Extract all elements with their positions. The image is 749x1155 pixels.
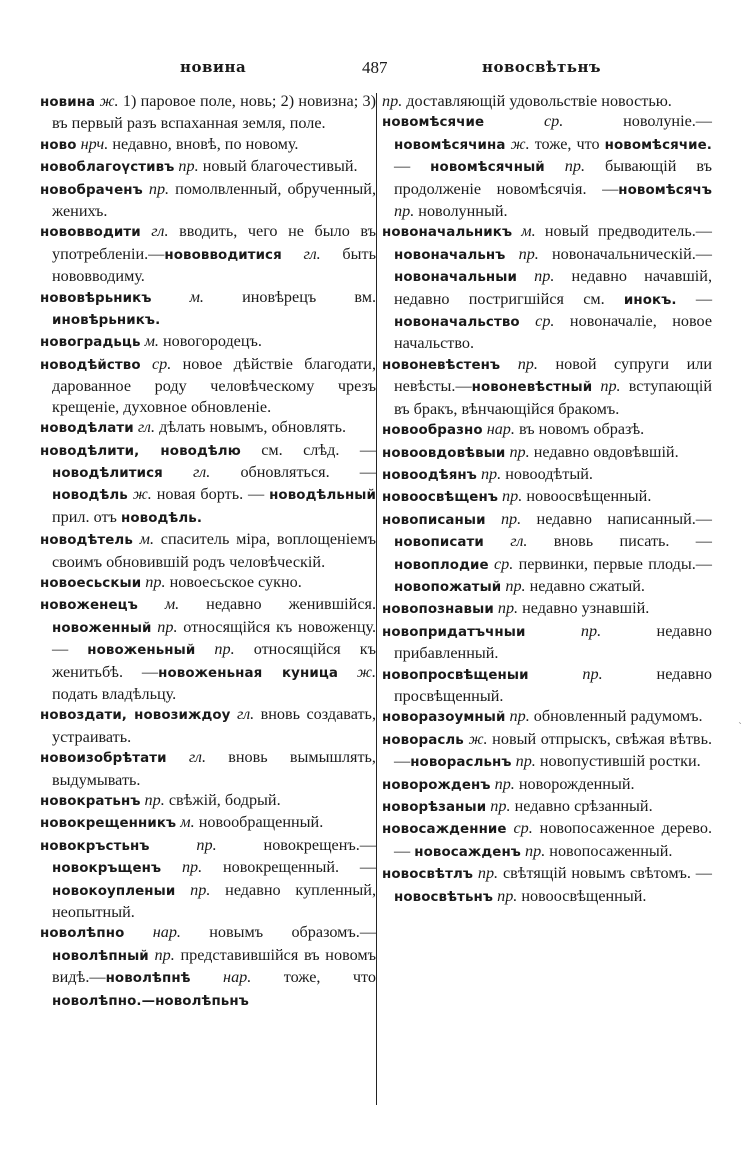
grammar-label: пр. [592, 377, 621, 396]
dictionary-entry [382, 729, 712, 774]
grammar-label: пр. [498, 487, 523, 506]
headword: новокръщенъ [52, 861, 162, 877]
grammar-label: гл. [166, 748, 207, 767]
grammar-label: ср. [519, 312, 555, 331]
headword: новомѣсячина [394, 137, 506, 153]
dictionary-entry [40, 529, 376, 572]
definition-text: новое дѣйствіе благодати, дарованное роду человѣческому чрезъ крещеніе, духовное обновленіе. [52, 354, 376, 416]
grammar-label: пр. [394, 202, 415, 221]
dictionary-entry [382, 442, 712, 464]
headword: новописати [394, 535, 484, 551]
headword: новоодѣянъ [382, 467, 477, 483]
grammar-label: м. [176, 813, 195, 832]
grammar-label: пр. [149, 835, 217, 854]
definition-text: недавно, вновѣ, по новому. [108, 134, 299, 153]
grammar-label: гл. [281, 244, 321, 263]
headword: новобраченъ [40, 182, 143, 198]
grammar-label: м. [132, 530, 155, 549]
grammar-label: пр. [520, 841, 546, 860]
grammar-label: пр. [485, 509, 522, 528]
dictionary-entry [382, 419, 712, 441]
definition-text: первинки, первые плоды.— [513, 554, 712, 573]
dictionary-entry [382, 621, 712, 664]
headword: новоесьскыи [40, 575, 142, 591]
definition-text: см. слѣд. — [240, 440, 377, 459]
definition-text: новогородецъ. [158, 332, 262, 351]
definition-text: свѣжій, бодрый. [164, 791, 281, 809]
headword: новоовдовѣвыи [382, 445, 506, 461]
headword: новодѣлати [40, 421, 134, 437]
definition-text: новый благочестивый. [198, 157, 358, 176]
definition-text: прил. отъ [52, 507, 121, 526]
grammar-label: м. [140, 332, 159, 351]
headword: новописаныи [382, 512, 486, 528]
headword: новолѣпно [40, 926, 125, 942]
headword: новодѣтель [40, 533, 133, 549]
grammar-label: пр. [493, 886, 518, 905]
headword: новомѣсячъ [618, 182, 712, 198]
grammar-label: ж. [463, 729, 488, 748]
definition-text: недавно просвѣщенный. [394, 664, 712, 705]
headword: новосвѣтьнъ [394, 889, 494, 905]
dictionary-entry [40, 747, 376, 790]
grammar-label: пр. [140, 791, 165, 809]
definition-text: тоже, что [251, 968, 376, 987]
grammar-label: пр. [501, 576, 526, 595]
headword: нововѣрьникъ [40, 290, 152, 306]
definition-text: недавно прибавленный. [394, 621, 712, 663]
grammar-label: пр. [148, 945, 175, 964]
definition-text: недавно написанный.— [521, 509, 712, 528]
dictionary-entry [40, 440, 376, 530]
headword: новопросвѣщеныи [382, 667, 529, 683]
headword: нововводити [40, 225, 141, 241]
dictionary-entry [382, 796, 712, 818]
dictionary-entry [40, 812, 376, 834]
definition-text: относящійся къ новоженцу. — [52, 617, 377, 659]
dictionary-entry [40, 790, 376, 812]
headword: новообразно [382, 423, 483, 439]
definition-text: вводить, чего не было въ употребленіи.— [52, 222, 376, 263]
definition-text: новый предводитель.— [535, 222, 712, 241]
headword: новоблагоүстивъ [40, 160, 175, 176]
definition-text: новообращенный. [194, 813, 324, 832]
grammar-label: ж. [95, 92, 119, 110]
grammar-label: ж. [337, 662, 376, 681]
definition-text: обновляться. — [210, 462, 376, 481]
headword: новосвѣтлъ [382, 867, 474, 883]
header-left-guideword: новина [180, 58, 247, 76]
headword: новорасльнъ [410, 755, 512, 771]
grammar-label: пр. [141, 572, 166, 591]
definition-text: новопосаженный. [545, 841, 673, 860]
headword: новосажденъ [414, 844, 521, 860]
definition-text: новой супруги или невѣсты.— [394, 354, 712, 396]
definition-text: новоодѣтый. [501, 464, 593, 483]
definition-text: бывающій въ продолженіе новомѣсячія. — [394, 157, 713, 198]
grammar-label: гл. [133, 418, 156, 437]
headword: иновѣрьникъ. [52, 313, 161, 329]
definition-text: вступающій въ бракъ, вѣнчающійся бракомъ. [394, 377, 712, 418]
grammar-label: пр. [516, 267, 555, 286]
headword: новоосвѣщенъ [382, 490, 498, 506]
dictionary-entry [382, 354, 712, 419]
grammar-label: ж. [505, 134, 530, 153]
definition-text: новопосаженное дерево. — [394, 819, 712, 860]
definition-text: новая борть. — [151, 485, 270, 504]
dictionary-entry [382, 464, 712, 486]
grammar-label: ж. [127, 485, 152, 504]
headword: новодѣльный [269, 488, 376, 504]
dictionary-entry [40, 287, 376, 332]
grammar-label: ср. [488, 554, 514, 573]
grammar-label: пр. [544, 157, 585, 176]
dictionary-entry [382, 111, 712, 221]
dictionary-entry [40, 134, 376, 156]
definition-text: недавно начавшій, недавно постригшійся см. [394, 267, 713, 308]
dictionary-entry [382, 818, 712, 863]
definition-text: новоначальническій.— [538, 244, 712, 263]
definition-text: вновь создавать, устраивать. [52, 705, 376, 746]
definition-text: тоже, что [529, 134, 605, 153]
definition-text: — [394, 157, 431, 176]
grammar-label: пр. [151, 617, 178, 636]
grammar-label: м. [137, 595, 180, 614]
definition-text: быть нововводиму. [52, 244, 376, 286]
dictionary-entry [382, 664, 712, 707]
definition-text: недавно женившійся. [179, 595, 376, 614]
headword: новодѣлити, новодѣлю [40, 443, 241, 459]
dictionary-entry [382, 486, 712, 508]
page-header [40, 58, 710, 84]
headword: новосажденние [382, 822, 507, 838]
left-column [40, 91, 376, 1012]
grammar-label: м. [512, 222, 536, 241]
definition-text: недавно узнавшій. [518, 599, 650, 618]
dictionary-entry [40, 354, 376, 417]
dictionary-entry [40, 922, 376, 1012]
definition-text: недавно срѣзанный. [510, 797, 653, 815]
grammar-label: пр. [142, 179, 170, 198]
grammar-label: пр. [476, 464, 502, 483]
definition-text: обновленный радумомъ. [529, 707, 703, 726]
headword: новодѣлитися [52, 465, 163, 481]
grammar-label: пр. [175, 880, 211, 899]
dictionary-entry [382, 863, 712, 908]
definition-text: новолунный. [414, 202, 508, 221]
headword: новоневѣстный [471, 380, 593, 396]
definition-text: въ новомъ образѣ. [514, 420, 645, 439]
headword: новоплодие [394, 557, 489, 573]
grammar-label: ср. [506, 819, 533, 838]
headword: новоначальныи [394, 270, 517, 286]
grammar-label: нар. [124, 923, 181, 942]
definition-text: новый отпрыскъ, свѣжая вѣтвь.— [394, 729, 712, 771]
headword: новоградьць [40, 335, 141, 351]
header-right-guideword: новосвѣтьнъ [482, 58, 601, 76]
dictionary-entry [382, 221, 712, 353]
definition-text: спаситель міра, воплощеніемъ своимъ обновившій родъ человѣческій. [52, 530, 376, 571]
headword: новолѣпно.—новолѣпьнъ [52, 993, 249, 1009]
headword: новокрещенникъ [40, 816, 177, 832]
definition-text: помолвленный, обрученный, женихъ. [52, 179, 377, 221]
definition-text: новопустившій ростки. [535, 752, 701, 771]
dictionary-entry [40, 91, 376, 134]
headword: новокоупленыи [52, 883, 176, 899]
headword: ново [40, 137, 77, 153]
headword: новократьнъ [40, 794, 141, 809]
headword: новоначальство [394, 315, 520, 331]
grammar-label: гл. [162, 462, 211, 481]
definition-text: новорожденный. [514, 774, 635, 793]
page-number: 487 [362, 58, 388, 77]
dictionary-entry [40, 704, 376, 747]
grammar-label: нар. [482, 420, 515, 439]
dictionary-entry [382, 91, 712, 111]
definition-text: новоначаліе, новое начальство. [394, 312, 713, 353]
dictionary-entry [40, 835, 376, 923]
headword: новодѣль. [120, 510, 203, 526]
grammar-label: пр. [500, 354, 538, 373]
headword: новоженьная куница [158, 665, 338, 681]
dictionary-entry [382, 706, 712, 728]
headword: новоневѣстенъ [382, 357, 501, 373]
grammar-label: пр. [382, 92, 403, 110]
grammar-label: гл. [140, 222, 169, 241]
headword: новоздати, новозиждоу [40, 708, 231, 724]
grammar-label: пр. [511, 752, 536, 771]
grammar-label: ср. [484, 112, 564, 131]
dictionary-entry [40, 417, 376, 439]
grammar-label: пр. [505, 442, 530, 461]
headword: новолѣпнѣ [105, 971, 191, 987]
grammar-label: нрч. [76, 134, 109, 153]
headword: новомѣсячие [382, 115, 485, 131]
definition-text: новоесьское сукно. [165, 572, 302, 591]
definition-text: свѣтящій новымъ свѣтомъ. — [498, 864, 712, 883]
right-column [382, 91, 712, 908]
headword: новоразоумный [382, 710, 506, 726]
headword: новопридатъчныи [382, 624, 526, 640]
headword: новоначальнъ [394, 247, 506, 263]
grammar-label: гл. [230, 705, 255, 724]
definition-text: вновь вымышлять, выдумывать. [52, 748, 376, 789]
definition-text: новокрещенъ.— [216, 835, 376, 854]
column-divider [376, 93, 377, 1105]
definition-text: новоосвѣщенный. [522, 487, 652, 506]
headword: новорѣзаныи [382, 800, 487, 815]
definition-text: иновѣрецъ вм. [203, 287, 376, 306]
grammar-label: нар. [190, 968, 252, 987]
headword: новорожденъ [382, 777, 491, 793]
headword: новокръстьнъ [40, 838, 150, 854]
grammar-label: пр. [505, 707, 530, 726]
headword: новомѣсячный [430, 160, 545, 176]
grammar-label: пр. [490, 774, 515, 793]
grammar-label: пр. [505, 244, 539, 263]
headword: новопожатый [394, 579, 502, 595]
grammar-label: пр. [473, 864, 499, 883]
dictionary-entry [382, 509, 712, 599]
definition-text: новокрещенный. — [202, 858, 377, 877]
definition-text: новымъ образомъ.— [180, 923, 377, 942]
headword: новина [40, 95, 96, 110]
grammar-label: пр. [525, 621, 602, 640]
definition-text: представившійся въ новомъ видѣ.— [52, 945, 376, 987]
definition-text: — [676, 289, 712, 308]
definition-text: подать владѣльцу. [52, 684, 177, 703]
headword: инокъ. [623, 292, 677, 308]
definition-text: 1) паровое поле, новь; 2) новизна; 3) въ первый разъ вспаханная земля, поле. [52, 92, 376, 133]
headword: новоначальникъ [382, 225, 513, 241]
margin-mark: ` [738, 722, 743, 733]
dictionary-entry [382, 598, 712, 620]
definition-text: относящійся къ женитьбѣ. — [52, 640, 377, 681]
definition-text: дѣлать новымъ, обновлять. [155, 418, 346, 437]
definition-text: доставляющій удовольствіе новостью. [402, 92, 672, 110]
dictionary-entry [40, 221, 376, 286]
definition-text: новолуніе.— [563, 112, 712, 131]
dictionary-entry [40, 572, 376, 594]
headword: новодѣйство [40, 357, 141, 373]
dictionary-entry [382, 774, 712, 796]
definition-text: недавно овдовѣвшій. [529, 442, 679, 461]
headword: новорасль [382, 732, 464, 748]
headword: новоженьный [87, 643, 196, 659]
grammar-label: пр. [528, 664, 603, 683]
headword: новоженный [52, 620, 152, 636]
grammar-label: гл. [483, 532, 528, 551]
dictionary-entry [40, 594, 376, 704]
headword: новоженецъ [40, 598, 138, 614]
definition-text: недавно сжатый. [525, 576, 645, 595]
headword: новопознавыи [382, 602, 494, 618]
grammar-label: пр. [161, 858, 203, 877]
dictionary-entry [40, 156, 376, 178]
definition-text: недавно купленный, неопытный. [52, 880, 376, 922]
grammar-label: пр. [486, 797, 511, 815]
dictionary-entry [40, 331, 376, 353]
grammar-label: м. [151, 287, 204, 306]
headword: новоизобрѣтати [40, 751, 167, 767]
grammar-label: пр. [174, 157, 199, 176]
grammar-label: пр. [493, 599, 519, 618]
definition-text: новоосвѣщенный. [517, 886, 647, 905]
definition-text: вновь писать. — [527, 532, 712, 551]
headword: новолѣпный [52, 948, 149, 964]
headword: новомѣсячие. [604, 137, 712, 153]
dictionary-entry [40, 179, 376, 222]
grammar-label: ср. [140, 354, 172, 373]
grammar-label: пр. [195, 640, 235, 659]
headword: нововводитися [164, 247, 282, 263]
headword: новодѣль [52, 488, 128, 504]
